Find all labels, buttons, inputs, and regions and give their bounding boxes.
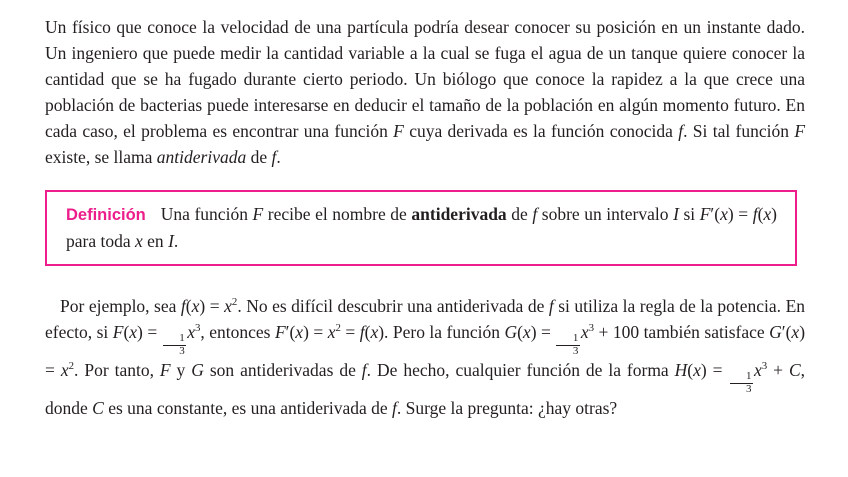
fraction: $\frac{1}{3}$ — [556, 333, 580, 357]
fraction: $\frac{1}{3}$ — [163, 333, 187, 357]
fraction: $\frac{1}{3}$ — [730, 371, 754, 395]
definition-body: Una función F recibe el nombre de antiderivada de f sobre un intervalo I si F′(x) = f(x) para toda x en I. — [66, 204, 777, 251]
definition-text — [66, 201, 777, 254]
intro-paragraph: Un físico que conoce la velocidad de una partícula podría desear conocer su posición en un instante dado. Un ingeniero que puede medir la cantidad variable a la cual se fuga el agua de un tanque quiere conocer la cantidad que se ha fugado durante cierto periodo. Un biólogo que conoce la rapidez a la que crece una población de bacterias puede interesarse en deducir el tamaño de la población en algún momento futuro. En cada caso, el problema es encontrar una función F cuya derivada es la función conocida f. Si tal función F existe, se llama antiderivada de f. — [45, 17, 806, 167]
example-paragraph: Por ejemplo, sea $f(x) = x^2$. No es difícil descubrir una antiderivada de f si utiliza la regla de la potencia. En efecto, si F(x) = $\frac{1}{3}$ $x^3$, entonces $F'(x) = x^2 = f(x)$. Pero la función G(x) = $\frac{1}{3}$ $x^3 + 100$ también satisface $G'(x) = x^2$. Por tanto, F y G son antiderivadas de f. De hecho, cualquier función de la forma H(x) = $\frac{1}{3}$ $x^3 + C$, donde C es una constante, es una antiderivada de f. Surge la pregunta: ¿hay otras? — [45, 296, 806, 419]
definition-label: Definición — [66, 206, 146, 224]
definition-box — [45, 190, 797, 266]
